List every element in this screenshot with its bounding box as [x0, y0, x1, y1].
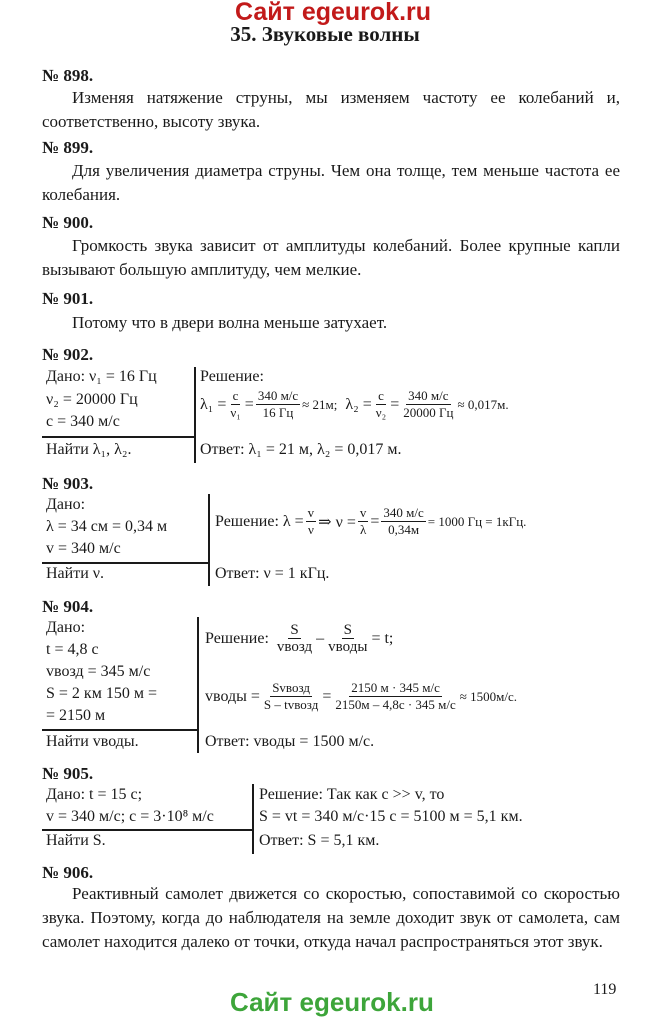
- solution-label-902: Решение:: [200, 368, 264, 385]
- solution-903-formula: Решение: λ = $\frac{v}{\nu}$ ⇒ ν = $\frac{v}{\lambda}$ = $\frac{340 м/с}{0,34м}$ = 1000 Гц = 1кГц.: [215, 505, 527, 537]
- solution-902-formula: λ₁ = $\frac{c}{\text{ν₁}}$ = $\frac{340 м/с}{16 Гц}$ ≈ 21м; λ₂ = $\frac{c}{\text{ν₂}}$ = $\frac{340 м/с}{20000 Гц}$ ≈ 0,017м.: [200, 388, 509, 420]
- given-905-line1: Дано: t = 15 с;: [46, 786, 143, 803]
- problem-number-899: № 899.: [42, 138, 94, 157]
- problem-number-898: № 898.: [42, 66, 94, 85]
- answer-903: Ответ: ν = 1 кГц.: [215, 565, 330, 582]
- answer-905: Ответ: S = 5,1 км.: [259, 832, 380, 849]
- given-904-rule: [42, 729, 198, 731]
- given-902-line2: ν₂ = 20000 Гц: [46, 391, 138, 408]
- answer-902: Ответ: λ₁ = 21 м, λ₂ = 0,017 м.: [200, 441, 402, 458]
- divider-905: [252, 784, 254, 854]
- given-905-line2: v = 340 м/с; c = 3·10⁸ м/с: [46, 808, 214, 825]
- page-title: 35. Звуковые волны: [230, 22, 420, 46]
- solution-904-formula2: vводы = $\frac{\text{Svвозд}}{\text{S – tvвозд}}$ = $\frac{2150 м \cdot 345 м/с}{2150м - 4,8с \cdot 345 м/с}$ ≈ 1500м/с.: [205, 680, 518, 712]
- given-905-rule: [42, 829, 252, 831]
- divider-902: [194, 367, 196, 463]
- given-902-line3: c = 340 м/с: [46, 413, 120, 430]
- find-903: Найти ν.: [46, 565, 105, 582]
- given-904-line1: Дано:: [46, 619, 86, 636]
- given-903-line2: λ = 34 см = 0,34 м: [46, 518, 168, 535]
- problem-number-900: № 900.: [42, 213, 94, 232]
- given-902-line1: Дано: ν₁ = 16 Гц: [46, 368, 157, 385]
- given-902-rule: [42, 436, 194, 438]
- given-903-line3: v = 340 м/с: [46, 540, 121, 557]
- solution-905-line1: Решение: Так как c >> v, то: [259, 786, 445, 803]
- problem-899-text: Для увеличения диаметра струны. Чем она толще, тем меньше частота ее колебания.: [42, 161, 620, 204]
- problem-number-904: № 904.: [42, 597, 94, 616]
- given-904-line4: S = 2 км 150 м =: [46, 685, 157, 702]
- solution-904-formula1: Решение: $\frac{S}{\text{vвозд}}$ – $\frac{S}{\text{vводы}}$ = t;: [205, 622, 394, 655]
- problem-900-text: Громкость звука зависит от амплитуды колебаний. Более крупные капли вызывают большую амплитуду, чем мелкие.: [42, 236, 620, 279]
- problem-906-text: Реактивный самолет движется со скоростью, сопоставимой со скоростью звука. Поэтому, когда до наблюдателя на земле доходит звук от самолета, сам самолет находится далеко от точки, откуда начал распространяться этот звук.: [42, 884, 620, 951]
- problem-number-905: № 905.: [42, 764, 94, 783]
- problem-number-906: № 906.: [42, 863, 94, 882]
- problem-number-901: № 901.: [42, 289, 94, 308]
- watermark-bottom: Сайт egeurok.ru: [230, 987, 434, 1017]
- given-904-line2: t = 4,8 с: [46, 641, 99, 658]
- find-905: Найти S.: [46, 832, 106, 849]
- find-902: Найти λ₁, λ₂.: [46, 441, 132, 458]
- problem-number-903: № 903.: [42, 474, 94, 493]
- given-904-line5: = 2150 м: [46, 707, 106, 724]
- given-903-rule: [42, 562, 208, 564]
- problem-898-text: Изменяя натяжение струны, мы изменяем частоту ее колебаний и, соответственно, высоту звука.: [42, 88, 620, 131]
- divider-903: [208, 494, 210, 586]
- given-903-line1: Дано:: [46, 496, 86, 513]
- watermark-top: Сайт egeurok.ru: [235, 0, 432, 26]
- divider-904: [197, 617, 199, 753]
- page-number: 119: [593, 981, 617, 998]
- problem-901-text: Потому что в двери волна меньше затухает.: [72, 313, 388, 332]
- find-904: Найти vводы.: [46, 733, 139, 750]
- problem-number-902: № 902.: [42, 345, 94, 364]
- given-904-line3: vвозд = 345 м/с: [46, 663, 151, 680]
- solution-905-line2: S = vt = 340 м/с·15 с = 5100 м = 5,1 км.: [259, 808, 523, 825]
- answer-904: Ответ: vводы = 1500 м/с.: [205, 733, 375, 750]
